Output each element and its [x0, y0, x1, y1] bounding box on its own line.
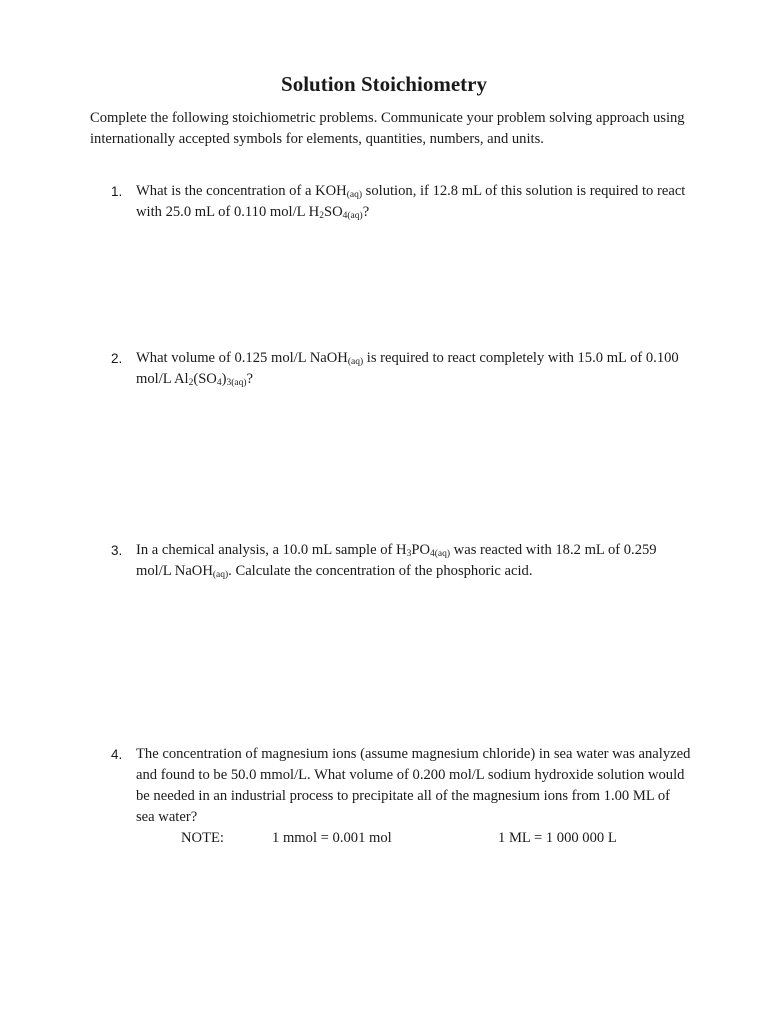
note-conversion-mmol: 1 mmol = 0.001 mol: [272, 830, 392, 846]
problem-text: What volume of 0.125 mol/L NaOH$_{(aq)}$ is required to react completely with 15.0 mL of 0.100 mol/L $Al_2(SO_4)_{3(aq)}$?: [136, 350, 679, 388]
problem-2: [111, 348, 691, 390]
note-conversion-ml: 1 ML = 1 000 000 L: [498, 830, 617, 846]
page-title: Solution Stoichiometry: [281, 72, 487, 96]
problem-text: In a chemical analysis, a 10.0 mL sample of $H_3PO_{4(aq)}$ was reacted with 18.2 mL of 0.259 mol/L NaOH$_{(aq)}$. Calculate the concentration of the phosphoric acid.: [136, 542, 657, 580]
problem-4: [111, 744, 691, 849]
problem-text: The concentration of magnesium ions (assume magnesium chloride) in sea water was analyzed and found to be 50.0 mmol/L. What volume of 0.200 mol/L sodium hydroxide solution would be needed in an industrial process to precipitate all of the magnesium ions from 1.00 ML of sea water? NOTE: 1 mmol = 0.001 mol 1 ML = 1 000 000 L: [136, 744, 691, 849]
problem-number: 4.: [111, 747, 123, 762]
problem-text: What is the concentration of a $KOH_{(aq)}$ solution, if 12.8 mL of this solution is required to react with 25.0 mL of 0.110 mol/L $H_2SO_{4(aq)}$?: [136, 183, 686, 221]
problem-number: 2.: [111, 351, 123, 366]
problem-1: [111, 181, 691, 223]
problem-number: 1.: [111, 184, 123, 199]
note-line: [136, 828, 691, 849]
instructions-paragraph: Complete the following stoichiometric problems. Communicate your problem solving approach using internationally accepted symbols for elements, quantities, numbers, and units.: [90, 110, 685, 147]
problem-number: 3.: [111, 543, 123, 558]
problem-3: [111, 540, 691, 582]
note-label: NOTE:: [181, 830, 224, 846]
